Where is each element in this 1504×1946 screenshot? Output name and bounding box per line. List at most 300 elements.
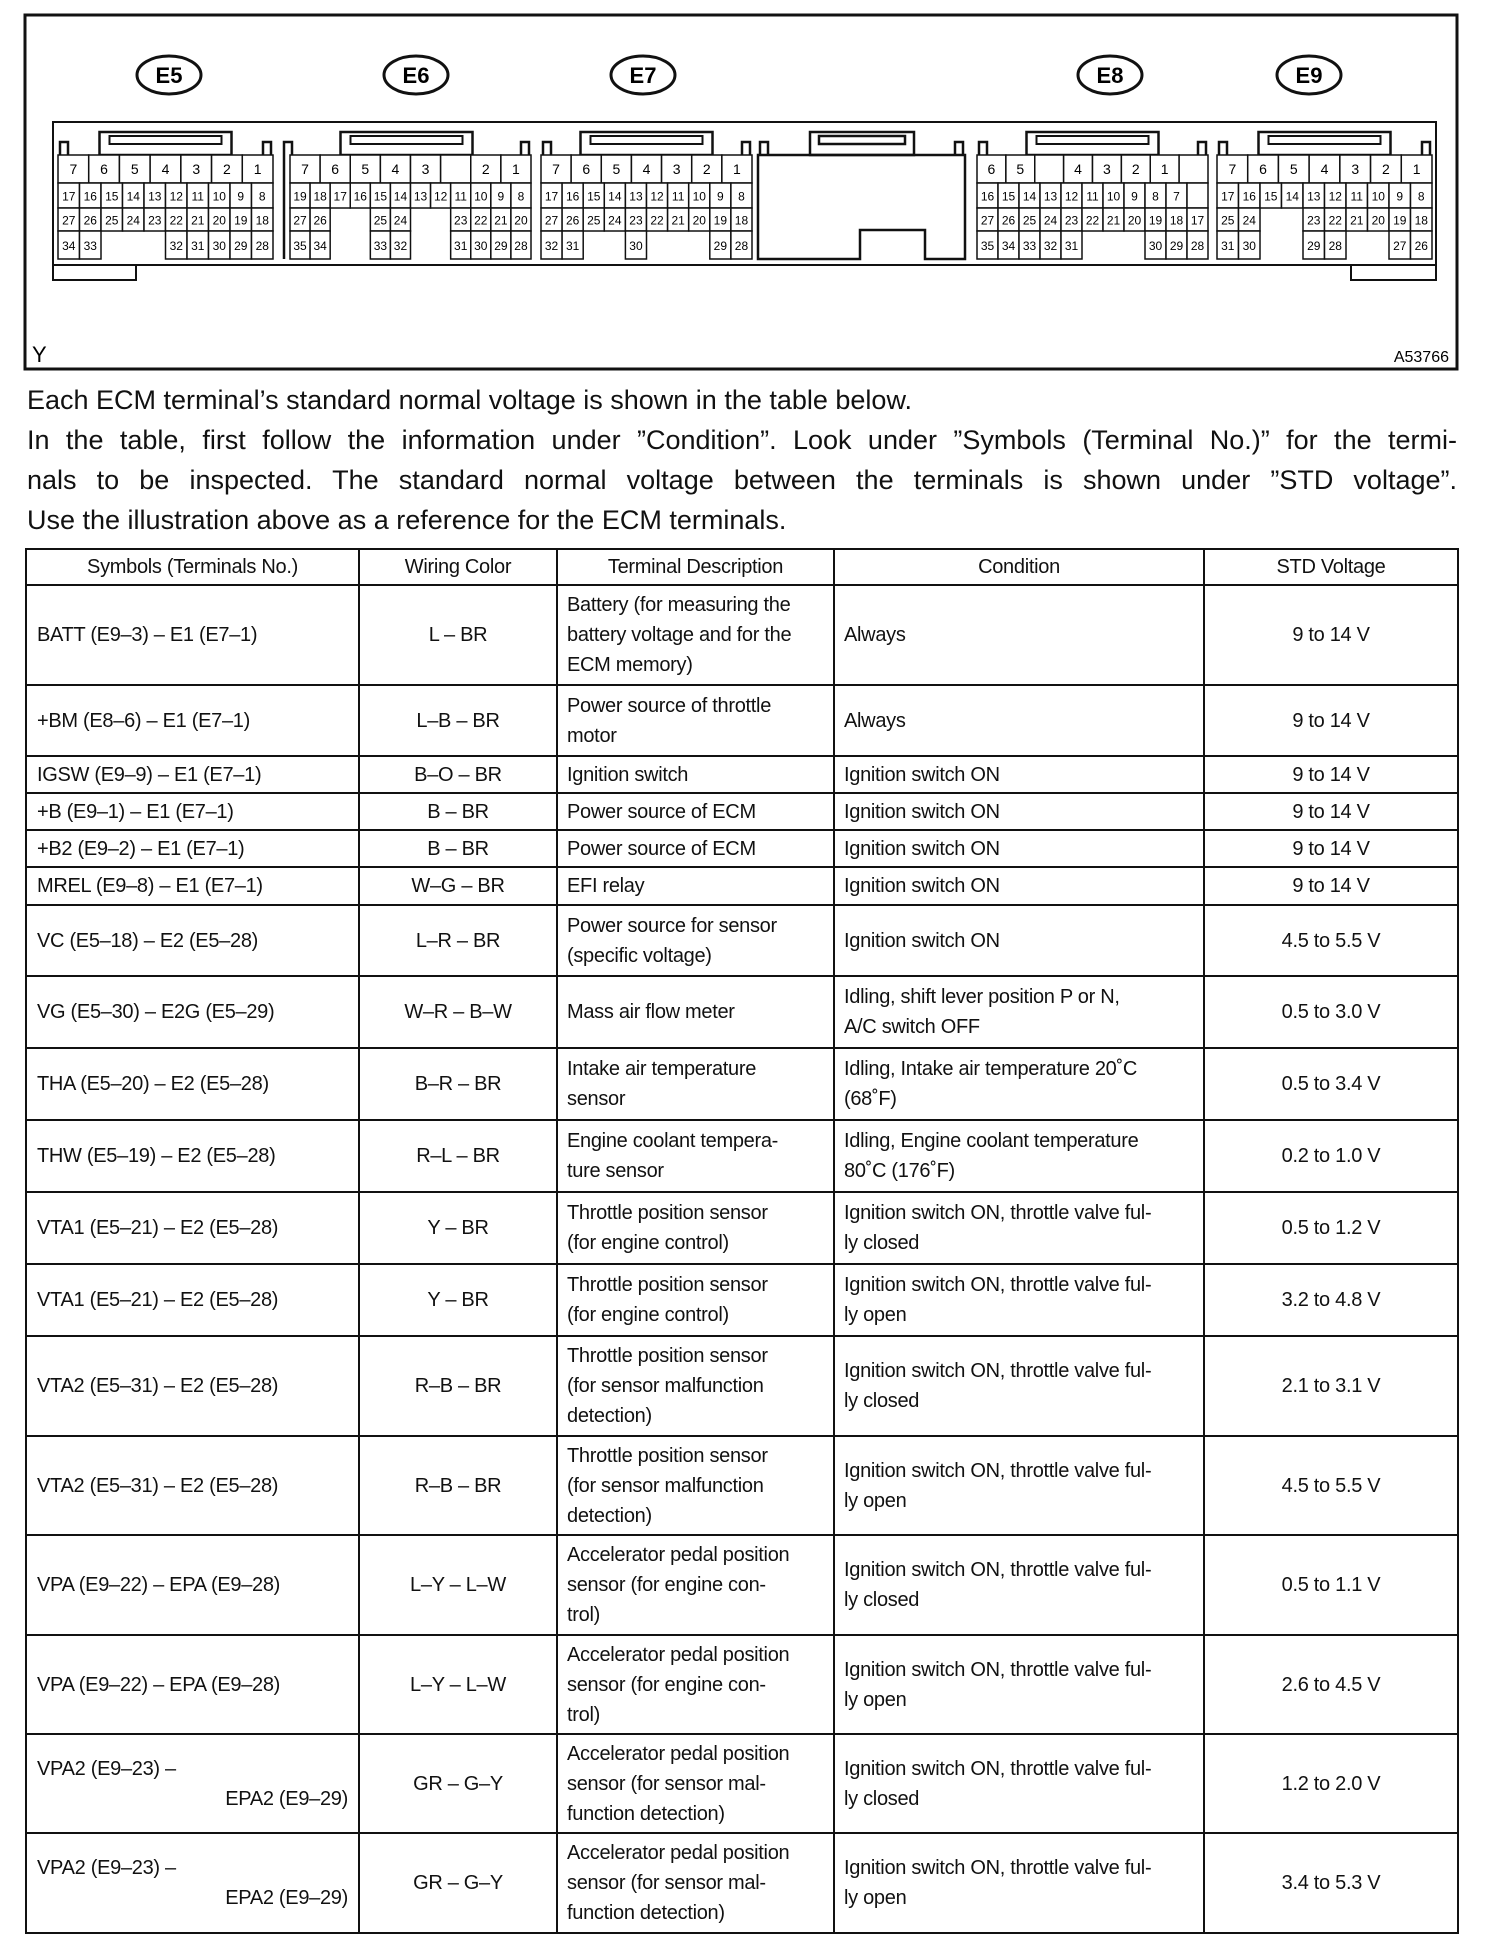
cell-wiring-color: L–Y – L–W (359, 1535, 557, 1635)
pin-number: 25 (1022, 213, 1037, 228)
pin-number: 27 (1393, 239, 1407, 253)
cell-symbols (26, 1048, 359, 1120)
pin-number: 5 (612, 161, 621, 177)
intro-line: In the table, first follow the information under ”Condition”. Look under ”Symbols (Terminal No.)” for the termi- (27, 425, 1457, 455)
pin-number: 20 (692, 213, 706, 228)
cell-symbols (26, 756, 359, 793)
cell-std-voltage: 9 to 14 V (1204, 867, 1458, 905)
pin-number: 22 (1085, 213, 1100, 228)
table-row (26, 1635, 1458, 1734)
cell-terminal-description: Throttle position sensor (for sensor malfunction detection) (557, 1336, 834, 1436)
cell-terminal-description: Throttle position sensor (for engine control) (557, 1192, 834, 1264)
pin-number: 20 (514, 213, 528, 228)
pin-number: 1 (253, 161, 262, 177)
pin-number: 1 (512, 161, 520, 177)
pin-number: 25 (105, 213, 119, 228)
cell-terminal-description: Power source of throttle motor (557, 685, 834, 756)
pin-number: 14 (1022, 189, 1037, 204)
pin-number: 22 (1328, 213, 1342, 228)
pin-number: 30 (629, 239, 643, 253)
pin-number: 23 (1064, 213, 1079, 228)
symbol-line: EPA2 (E9–29) (225, 1887, 348, 1909)
corner-label: Y (32, 342, 47, 367)
pin-cell (1035, 155, 1064, 183)
pin-number: 27 (293, 213, 307, 228)
pin-number: 8 (517, 189, 525, 204)
pin-number: 6 (582, 161, 591, 177)
cell-symbols (26, 1635, 359, 1734)
symbol-line: +B2 (E9–2) – E1 (E7–1) (37, 837, 245, 860)
pin-cell (1187, 183, 1208, 208)
table-row (26, 1734, 1458, 1833)
cell-condition: Idling, Engine coolant temperature 80˚C (176˚F) (834, 1120, 1204, 1192)
cell-condition: Ignition switch ON, throttle valve ful- ly open (834, 1635, 1204, 1734)
cell-symbols (26, 1436, 359, 1535)
symbol-line: THA (E5–20) – E2 (E5–28) (37, 1073, 269, 1095)
cell-terminal-description: Accelerator pedal position sensor (for sensor mal- function detection) (557, 1734, 834, 1833)
pin-number: 27 (62, 213, 76, 228)
pin-number: 13 (629, 189, 643, 204)
pin-number: 21 (1350, 213, 1364, 228)
connector-latch-slot (351, 136, 463, 144)
pin-number: 22 (169, 213, 183, 228)
pin-number: 12 (1328, 189, 1342, 204)
cell-terminal-description: Intake air temperature sensor (557, 1048, 834, 1120)
pin-number: 7 (552, 161, 560, 177)
header-std-voltage: STD Voltage (1204, 549, 1458, 585)
pin-number: 2 (481, 161, 490, 177)
pin-number: 19 (1393, 213, 1407, 228)
cell-std-voltage: 3.4 to 5.3 V (1204, 1833, 1458, 1933)
pin-number: 7 (1173, 189, 1180, 204)
symbol-line: BATT (E9–3) – E1 (E7–1) (37, 624, 258, 646)
pin-number: 8 (1417, 189, 1425, 204)
pin-number: 3 (1351, 161, 1360, 177)
cell-terminal-description: Throttle position sensor (for sensor malfunction detection) (557, 1436, 834, 1535)
cell-std-voltage: 9 to 14 V (1204, 756, 1458, 793)
pin-number: 14 (393, 189, 408, 204)
cell-wiring-color: B–R – BR (359, 1048, 557, 1120)
cell-condition: Always (834, 585, 1204, 685)
pin-number: 15 (1264, 189, 1278, 204)
pin-number: 2 (702, 161, 711, 177)
pin-number: 16 (353, 189, 367, 204)
pin-number: 11 (1350, 189, 1363, 204)
pin-number: 34 (62, 239, 76, 253)
pin-number: 18 (1414, 213, 1428, 228)
pin-number: 24 (1043, 213, 1058, 228)
pin-number: 32 (544, 239, 559, 253)
connector-label: E5 (155, 63, 183, 88)
pin-number: 15 (105, 189, 119, 204)
cell-condition: Ignition switch ON (834, 793, 1204, 830)
pin-number: 19 (293, 189, 307, 204)
cell-terminal-description: Battery (for measuring the battery voltage and for the ECM memory) (557, 585, 834, 685)
pin-number: 16 (980, 189, 995, 204)
pin-number: 20 (1127, 213, 1142, 228)
pin-number: 17 (1190, 213, 1205, 228)
pin-number: 26 (313, 213, 327, 228)
pin-number: 3 (192, 161, 201, 177)
table-row (26, 830, 1458, 867)
figure-code: A53766 (1393, 349, 1449, 366)
pin-number: 21 (1106, 213, 1121, 228)
pin-number: 34 (1001, 239, 1016, 253)
symbol-line: VTA2 (E5–31) – E2 (E5–28) (37, 1474, 279, 1497)
cell-symbols (26, 1336, 359, 1436)
pin-number: 1 (733, 161, 741, 177)
cell-condition: Ignition switch ON, throttle valve ful- ly open (834, 1833, 1204, 1933)
pin-number: 19 (1148, 213, 1163, 228)
pin-number: 28 (514, 239, 528, 253)
pin-number: 8 (258, 189, 266, 204)
pin-number: 26 (565, 213, 580, 228)
pin-number: 13 (413, 189, 428, 204)
cell-wiring-color: L–R – BR (359, 905, 557, 976)
pin-number: 9 (717, 189, 724, 204)
pin-number: 31 (191, 239, 205, 253)
cell-std-voltage: 0.5 to 1.2 V (1204, 1192, 1458, 1264)
cell-symbols (26, 867, 359, 905)
symbol-line: VC (E5–18) – E2 (E5–28) (37, 929, 259, 952)
cell-terminal-description: Engine coolant tempera- ture sensor (557, 1120, 834, 1192)
table-row (26, 585, 1458, 685)
pin-number: 8 (1152, 189, 1159, 204)
cell-std-voltage: 9 to 14 V (1204, 585, 1458, 685)
cell-symbols (26, 793, 359, 830)
cell-std-voltage: 4.5 to 5.5 V (1204, 1436, 1458, 1535)
symbol-line: MREL (E9–8) – E1 (E7–1) (37, 875, 263, 897)
pin-number: 18 (1169, 213, 1184, 228)
intro-paragraph (27, 380, 1457, 540)
pin-number: 33 (83, 239, 97, 253)
connector-label: E7 (629, 63, 657, 88)
pin-number: 35 (980, 239, 995, 253)
pin-number: 6 (1259, 161, 1267, 177)
pin-number: 31 (1221, 239, 1235, 253)
cell-symbols (26, 976, 359, 1048)
cell-terminal-description: Power source for sensor (specific voltage) (557, 905, 834, 976)
pin-number: 30 (474, 239, 488, 253)
table-header-row (26, 549, 1458, 585)
cell-condition: Always (834, 685, 1204, 756)
pin-number: 20 (212, 213, 226, 228)
cell-wiring-color: L – BR (359, 585, 557, 685)
cell-wiring-color: Y – BR (359, 1192, 557, 1264)
pin-number: 10 (212, 189, 226, 204)
pin-number: 29 (234, 239, 248, 253)
pin-number: 34 (313, 239, 327, 253)
cell-terminal-description: Ignition switch (557, 756, 834, 793)
symbol-line: VTA1 (E5–21) – E2 (E5–28) (37, 1289, 279, 1311)
symbol-line: VPA2 (E9–23) – (37, 1857, 176, 1879)
cell-condition: Ignition switch ON (834, 756, 1204, 793)
table-row (26, 1048, 1458, 1120)
pin-number: 5 (1016, 161, 1025, 177)
pin-number: 31 (454, 239, 468, 253)
cell-std-voltage: 0.5 to 3.0 V (1204, 976, 1458, 1048)
cell-terminal-description: Accelerator pedal position sensor (for engine con- trol) (557, 1635, 834, 1734)
pin-number: 15 (1001, 189, 1016, 204)
pin-number: 27 (980, 213, 995, 228)
cell-symbols (26, 685, 359, 756)
connector-latch-slot (1037, 136, 1149, 144)
pin-number: 20 (1371, 213, 1385, 228)
pin-number: 9 (497, 189, 505, 204)
pin-number: 32 (169, 239, 183, 253)
cell-wiring-color: W–R – B–W (359, 976, 557, 1048)
table-row (26, 905, 1458, 976)
cell-std-voltage: 0.2 to 1.0 V (1204, 1120, 1458, 1192)
cell-wiring-color: B – BR (359, 793, 557, 830)
cell-wiring-color: R–L – BR (359, 1120, 557, 1192)
cell-condition: Ignition switch ON, throttle valve ful- ly open (834, 1436, 1204, 1535)
pin-number: 10 (1106, 189, 1121, 204)
header-symbols: Symbols (Terminals No.) (26, 549, 359, 585)
pin-number: 14 (1285, 189, 1299, 204)
pin-number: 9 (1396, 189, 1404, 204)
cell-symbols (26, 1264, 359, 1336)
pin-number: 12 (650, 189, 664, 204)
cell-std-voltage: 0.5 to 1.1 V (1204, 1535, 1458, 1635)
pin-number: 33 (373, 239, 388, 253)
cell-symbols (26, 1833, 359, 1933)
pin-cell (441, 155, 471, 183)
pin-number: 26 (1414, 239, 1428, 253)
cell-condition: Ignition switch ON, throttle valve ful- ly closed (834, 1734, 1204, 1833)
intro-line: Use the illustration above as a reference for the ECM terminals. (27, 505, 787, 535)
cell-terminal-description: Power source of ECM (557, 830, 834, 867)
cell-wiring-color: W–G – BR (359, 867, 557, 905)
pin-number: 32 (393, 239, 408, 253)
pin-number: 7 (69, 161, 78, 177)
pin-number: 6 (987, 161, 996, 177)
pin-number: 12 (1064, 189, 1079, 204)
cell-symbols (26, 1734, 359, 1833)
pin-number: 9 (1131, 189, 1138, 204)
table-row (26, 1192, 1458, 1264)
cell-symbols (26, 585, 359, 685)
pin-number: 3 (1103, 161, 1111, 177)
cell-wiring-color: GR – G–Y (359, 1734, 557, 1833)
cell-condition: Ignition switch ON (834, 905, 1204, 976)
pin-number: 23 (629, 213, 643, 228)
pin-number: 21 (494, 213, 508, 228)
cell-wiring-color: B – BR (359, 830, 557, 867)
pin-number: 5 (361, 161, 370, 177)
pin-number: 4 (642, 161, 651, 177)
pin-number: 23 (1307, 213, 1321, 228)
pin-number: 17 (333, 189, 347, 204)
cell-wiring-color: B–O – BR (359, 756, 557, 793)
pin-number: 19 (234, 213, 248, 228)
pin-number: 23 (454, 213, 468, 228)
pin-number: 28 (1190, 239, 1205, 253)
pin-number: 4 (161, 161, 170, 177)
pin-number: 2 (1382, 161, 1390, 177)
pin-number: 29 (1169, 239, 1184, 253)
pin-number: 5 (130, 161, 139, 177)
cell-std-voltage: 4.5 to 5.5 V (1204, 905, 1458, 976)
pin-number: 13 (148, 189, 162, 204)
connector-latch-slot (591, 136, 703, 144)
pin-number: 31 (1064, 239, 1079, 253)
pin-number: 1 (1412, 161, 1421, 177)
pin-number: 3 (421, 161, 430, 177)
cell-symbols (26, 1535, 359, 1635)
pin-number: 30 (1148, 239, 1163, 253)
pin-number: 4 (1074, 161, 1082, 177)
pin-number: 12 (169, 189, 183, 204)
cell-terminal-description: Accelerator pedal position sensor (for sensor mal- function detection) (557, 1833, 834, 1933)
pin-number: 19 (713, 213, 728, 228)
pin-number: 28 (255, 239, 269, 253)
pin-number: 14 (608, 189, 622, 204)
cell-terminal-description: Throttle position sensor (for engine control) (557, 1264, 834, 1336)
pin-number: 7 (301, 161, 309, 177)
pin-cell (1179, 155, 1208, 183)
cell-symbols (26, 1192, 359, 1264)
cell-std-voltage: 9 to 14 V (1204, 793, 1458, 830)
intro-line: nals to be inspected. The standard normal voltage between the terminals is shown under ”STD voltage”. (27, 465, 1457, 495)
cell-std-voltage: 0.5 to 3.4 V (1204, 1048, 1458, 1120)
cell-wiring-color: R–B – BR (359, 1336, 557, 1436)
symbol-line: +B (E9–1) – E1 (E7–1) (37, 800, 234, 823)
connector-latch-slot (110, 136, 222, 144)
table-row (26, 1336, 1458, 1436)
pin-number: 29 (494, 239, 508, 253)
cell-std-voltage: 3.2 to 4.8 V (1204, 1264, 1458, 1336)
header-wiring-color: Wiring Color (359, 549, 557, 585)
pin-number: 32 (1043, 239, 1058, 253)
pin-number: 26 (83, 213, 97, 228)
header-condition: Condition (834, 549, 1204, 585)
pin-number: 16 (1242, 189, 1256, 204)
cell-wiring-color: L–Y – L–W (359, 1635, 557, 1734)
pin-number: 25 (1221, 213, 1235, 228)
symbol-line: EPA2 (E9–29) (225, 1787, 348, 1810)
pin-number: 22 (474, 213, 488, 228)
cell-std-voltage: 1.2 to 2.0 V (1204, 1734, 1458, 1833)
cell-terminal-description: Accelerator pedal position sensor (for engine con- trol) (557, 1535, 834, 1635)
pin-number: 18 (313, 189, 327, 204)
pin-number: 6 (100, 161, 108, 177)
pin-number: 9 (237, 189, 245, 204)
ecm-connector-diagram (0, 0, 1504, 380)
table-row (26, 867, 1458, 905)
table-row (26, 1120, 1458, 1192)
pin-number: 22 (650, 213, 664, 228)
symbol-line: VTA1 (E5–21) – E2 (E5–28) (37, 1217, 279, 1239)
table-row (26, 976, 1458, 1048)
pin-number: 16 (565, 189, 580, 204)
symbol-line: IGSW (E9–9) – E1 (E7–1) (37, 763, 262, 786)
pin-number: 29 (1307, 239, 1321, 253)
pin-number: 25 (587, 213, 601, 228)
pin-number: 28 (1328, 239, 1342, 253)
pin-number: 10 (474, 189, 488, 204)
pin-number: 13 (1043, 189, 1058, 204)
pin-number: 25 (373, 213, 388, 228)
symbol-line: VPA2 (E9–23) – (37, 1757, 176, 1780)
pin-number: 11 (671, 189, 685, 204)
connector-label: E8 (1096, 63, 1124, 88)
pin-number: 21 (191, 213, 205, 228)
pin-number: 17 (1221, 189, 1235, 204)
symbol-line: VPA (E9–22) – EPA (E9–28) (37, 1574, 281, 1596)
cell-wiring-color: L–B – BR (359, 685, 557, 756)
pin-number: 24 (393, 213, 408, 228)
pin-number: 33 (1022, 239, 1037, 253)
pin-number: 26 (1001, 213, 1016, 228)
cell-wiring-color: GR – G–Y (359, 1833, 557, 1933)
table-row (26, 685, 1458, 756)
symbol-line: THW (E5–19) – E2 (E5–28) (37, 1145, 276, 1167)
pin-number: 4 (391, 161, 400, 177)
pin-number: 11 (1086, 189, 1099, 204)
pin-number: 21 (671, 213, 685, 228)
connector-latch-slot (1269, 136, 1381, 144)
pin-number: 16 (83, 189, 97, 204)
pin-number: 8 (738, 189, 745, 204)
cell-condition: Ignition switch ON (834, 867, 1204, 905)
pin-number: 24 (608, 213, 622, 228)
cell-terminal-description: Power source of ECM (557, 793, 834, 830)
pin-number: 28 (734, 239, 749, 253)
cell-terminal-description: EFI relay (557, 867, 834, 905)
pin-number: 10 (692, 189, 706, 204)
pin-number: 24 (126, 213, 140, 228)
cell-condition: Ignition switch ON, throttle valve ful- ly closed (834, 1535, 1204, 1635)
pin-number: 30 (1242, 239, 1256, 253)
pin-number: 24 (1242, 213, 1256, 228)
pin-number: 31 (565, 239, 580, 253)
cell-std-voltage: 9 to 14 V (1204, 685, 1458, 756)
pin-number: 29 (713, 239, 728, 253)
symbol-line: VTA2 (E5–31) – E2 (E5–28) (37, 1375, 279, 1397)
pin-number: 12 (433, 189, 448, 204)
pin-number: 17 (544, 189, 559, 204)
pin-number: 13 (1307, 189, 1321, 204)
cell-std-voltage: 9 to 14 V (1204, 830, 1458, 867)
cell-symbols (26, 1120, 359, 1192)
pin-number: 5 (1289, 161, 1298, 177)
cell-wiring-color: Y – BR (359, 1264, 557, 1336)
cell-condition: Ignition switch ON, throttle valve ful- ly open (834, 1264, 1204, 1336)
pin-number: 7 (1228, 161, 1237, 177)
pin-number: 30 (212, 239, 226, 253)
terminal-voltage-table (25, 548, 1459, 1934)
pin-number: 18 (734, 213, 749, 228)
cell-std-voltage: 2.6 to 4.5 V (1204, 1635, 1458, 1734)
table-row (26, 756, 1458, 793)
pin-number: 11 (454, 189, 467, 204)
cell-condition: Ignition switch ON (834, 830, 1204, 867)
pin-number: 15 (587, 189, 601, 204)
pin-number: 35 (293, 239, 307, 253)
cell-std-voltage: 2.1 to 3.1 V (1204, 1336, 1458, 1436)
pin-number: 2 (1131, 161, 1140, 177)
table-row (26, 1436, 1458, 1535)
cell-wiring-color: R–B – BR (359, 1436, 557, 1535)
pin-number: 1 (1160, 161, 1169, 177)
table-row (26, 1264, 1458, 1336)
cell-symbols (26, 830, 359, 867)
pin-number: 11 (191, 189, 204, 204)
cell-terminal-description: Mass air flow meter (557, 976, 834, 1048)
header-terminal-description: Terminal Description (557, 549, 834, 585)
pin-number: 17 (62, 189, 76, 204)
